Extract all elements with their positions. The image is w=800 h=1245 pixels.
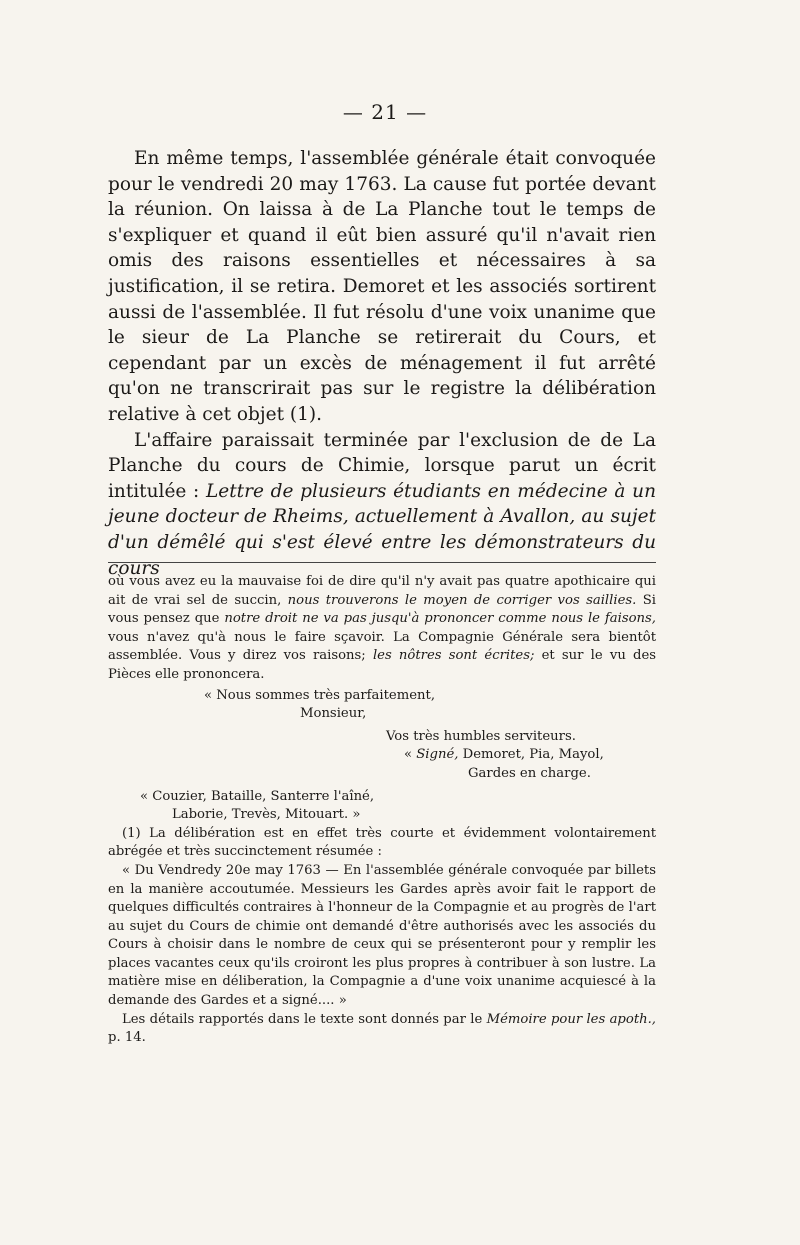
footnote-quote: « Du Vendredy 20e may 1763 — En l'assemblée générale convoquée par billets en la manière accoutumée. Messieurs les Gardes après avoir fait le rapport de quelques difficultés contraires à l'honneur de la Compagnie et au progrès de l'art au sujet du Cours de chimie ont demandé d'être authorisés avec les associés du Cours à choisir dans le nombre de ceux qui se présenteront pour y remplir les places vacantes ceux qu'ils croiront les plus propres à contribuer à son lustre. La matière mise en déliberation, la Compagnie a d'une voix unanime acquiescé à la demande des Gardes et a signé.... » — [108, 862, 656, 1009]
paragraph-2 — [108, 428, 656, 582]
signatories-3: Laborie, Trevès, Mitouart. » — [172, 807, 361, 823]
note-italic: Mémoire pour les apoth., — [486, 1011, 656, 1027]
note-italic: Signé, — [416, 747, 459, 763]
main-text — [108, 146, 656, 581]
footnotes — [108, 573, 656, 1048]
note-italic: notre droit ne va pas jusqu'à prononcer comme nous le faisons, — [224, 611, 657, 627]
footnote-divider — [108, 562, 656, 563]
note-text: p. 14. — [108, 1030, 146, 1046]
letter-continuation — [108, 573, 656, 685]
paragraph-1: En même temps, l'assemblée générale était convoquée pour le vendredi 20 may 1763. La cause fut portée devant la réunion. On laissa à de La Planche tout le temps de s'expliquer et quand il eût bien assuré qu'il n'avait rien omis des raisons essentielles et nécessaires à sa justification, il se retira. Demoret et les associés sortirent aussi de l'assemblée. Il fut résolu d'une voix unanime que le sieur de La Planche se retirerait du Cours, et cependant par un excès de ménagement il fut arrêté qu'on ne transcrirait pas sur le registre la délibération relative à cet objet (1). — [108, 148, 656, 425]
footnote-source — [108, 1011, 656, 1048]
note-text: vous n'avez qu'à nous le faire sçavoir. La Compagnie Générale sera bientôt assemblée. Vous y direz vos raisons; — [108, 629, 656, 664]
signatories-1 — [108, 746, 656, 765]
note-italic: nous trouverons le moyen de corriger vos saillies. — [287, 592, 637, 608]
note-text: Si vous pensez que — [108, 592, 656, 627]
note-text: où vous avez eu la mauvaise foi de dire qu'il n'y avait pas quatre apothicaire qui ait de vrai sel de succin, — [108, 574, 656, 608]
note-italic: les nôtres sont écrites; — [372, 648, 535, 664]
signatories-role: Gardes en charge. — [468, 765, 591, 781]
page-number: — 21 — — [342, 100, 428, 124]
closing-line: « Nous sommes très parfaitement, — [204, 687, 436, 703]
footnote-1: (1) La délibération est en effet très courte et évidemment volontairement abrégée et très succinctement résumée : — [108, 825, 656, 860]
signatories-2: « Couzier, Bataille, Santerre l'aîné, — [140, 788, 375, 804]
paragraph-2-title: Lettre de plusieurs étudiants en médecine à un jeune docteur de Rheims, actuellement à Avallon, au sujet d'un démêlé qui s'est élevé entre les démonstrateurs du cours — [108, 480, 656, 579]
note-text: « — [404, 747, 417, 763]
note-text: Demoret, Pia, Mayol, — [458, 747, 604, 763]
salutation: Monsieur, — [300, 706, 367, 722]
note-text: Les détails rapportés dans le texte sont donnés par le — [122, 1011, 487, 1027]
paragraph-2-text: L'affaire paraissait terminée par l'exclusion de de La Planche du cours de Chimie, lorsque parut un écrit intitulée : — [108, 429, 656, 502]
note-text: et sur le vu des Pièces elle prononcera. — [108, 648, 657, 682]
signoff: Vos très humbles serviteurs. — [386, 728, 576, 744]
